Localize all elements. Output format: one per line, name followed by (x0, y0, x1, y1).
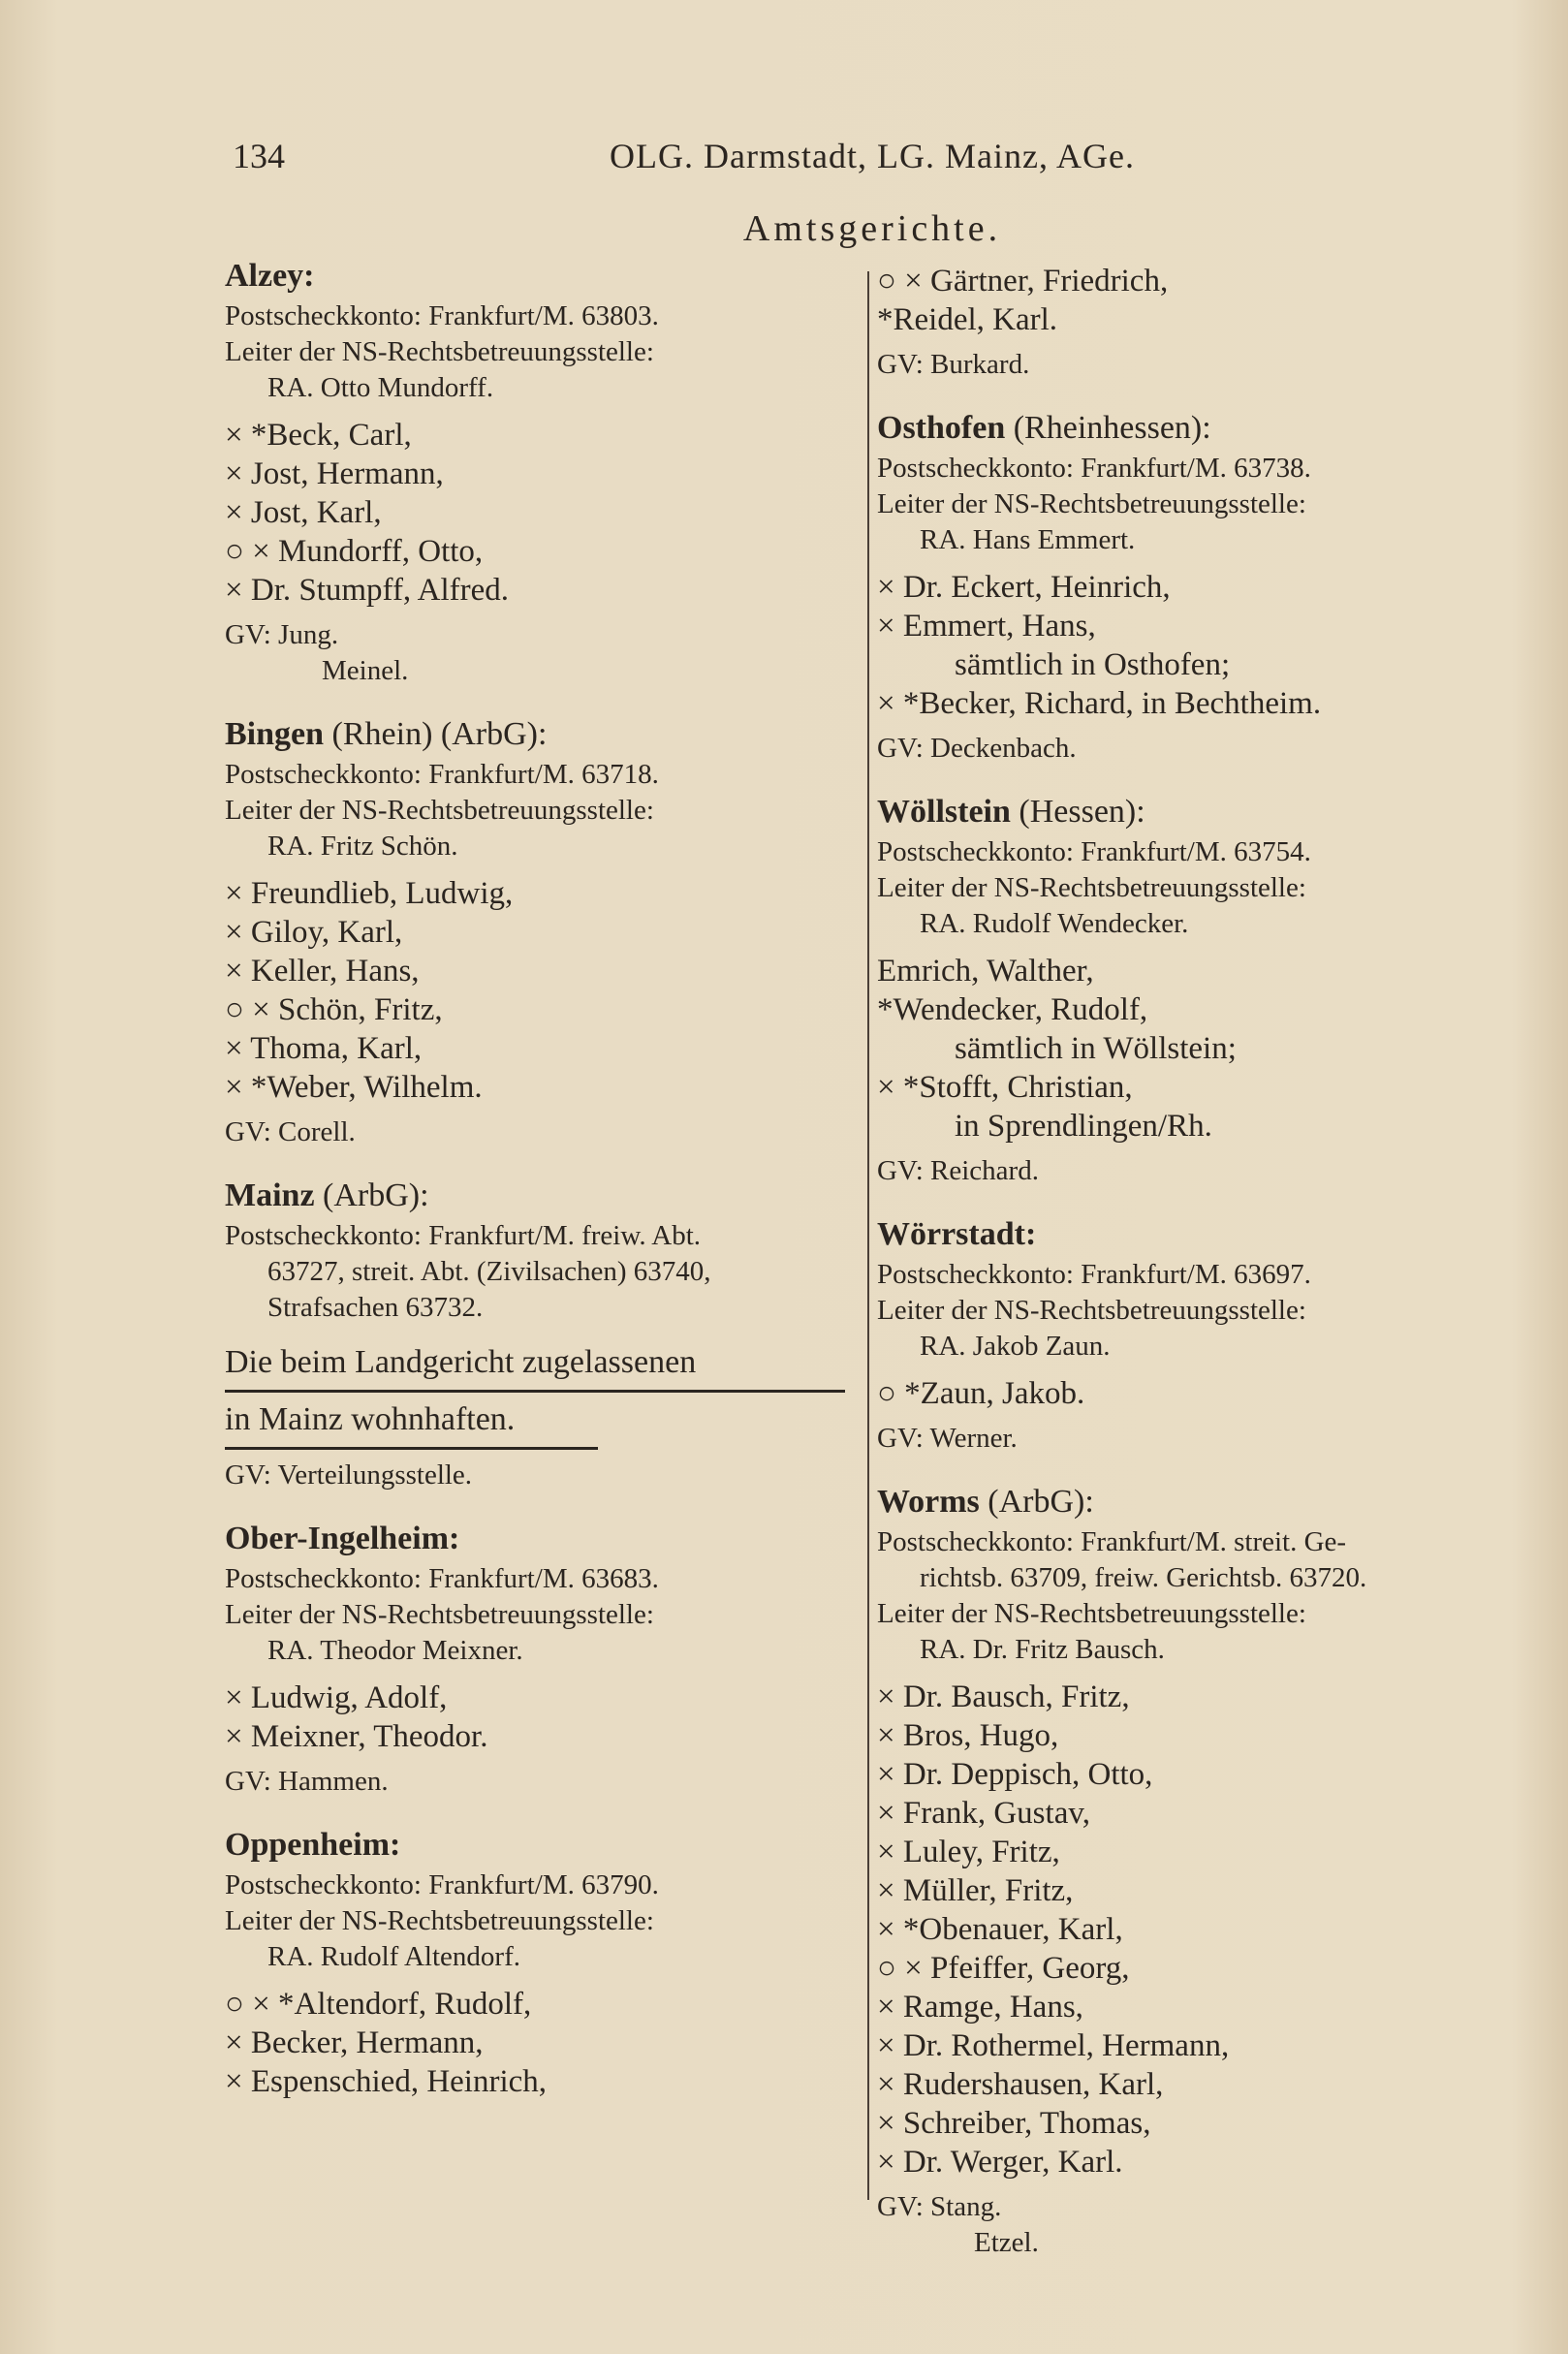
lawyer-entry: × Dr. Werger, Karl. (877, 2145, 1123, 2180)
lawyer-entry: Emrich, Walther, (877, 954, 1094, 989)
lawyer-entry: ○ × *Altendorf, Rudolf, (225, 1987, 532, 2022)
bailiff-line: GV: Werner. (877, 1423, 1018, 1454)
court-name: Alzey: (225, 258, 315, 294)
court-heading-suffix: (ArbG): (314, 1177, 429, 1213)
running-title: OLG. Darmstadt, LG. Mainz, AGe. (610, 137, 1135, 175)
court-section (877, 790, 1507, 1189)
info-line: Leiter der NS-Rechtsbetreuungsstelle: (877, 872, 1306, 903)
lawyer-entry: ○ *Zaun, Jakob. (877, 1376, 1085, 1411)
court-name: Ober-Ingelheim: (225, 1521, 460, 1556)
court-heading (225, 1517, 855, 1561)
info-line: RA. Otto Mundorff. (267, 372, 494, 403)
court-heading-suffix: (Rheinhessen): (1005, 410, 1211, 446)
court-name: Wöllstein (877, 794, 1011, 830)
info-line: Postscheckkonto: Frankfurt/M. 63738. (877, 453, 1311, 484)
court-name: Mainz (225, 1177, 315, 1213)
info-line: RA. Jakob Zaun. (920, 1331, 1111, 1362)
court-name: Wörrstadt: (877, 1216, 1037, 1252)
court-section (877, 1480, 1507, 2261)
info-line: Leiter der NS-Rechtsbetreuungsstelle: (225, 1905, 654, 1936)
info-line: Postscheckkonto: Frankfurt/M. 63697. (877, 1259, 1311, 1290)
lawyer-entry: × Luley, Fritz, (877, 1835, 1060, 1869)
info-line: Leiter der NS-Rechtsbetreuungsstelle: (877, 1598, 1306, 1629)
lawyer-entry: × Rudershausen, Karl, (877, 2067, 1164, 2102)
court-heading (225, 254, 855, 298)
info-line: RA. Dr. Fritz Bausch. (920, 1634, 1165, 1665)
lawyer-entry: ○ × Mundorff, Otto, (225, 534, 484, 569)
lawyer-entry: × Dr. Eckert, Heinrich, (877, 570, 1171, 605)
bailiff-line: Etzel. (974, 2227, 1039, 2258)
court-heading (225, 712, 855, 757)
lawyer-entry: × *Weber, Wilhelm. (225, 1070, 483, 1105)
info-line: Leiter der NS-Rechtsbetreuungsstelle: (225, 336, 654, 367)
court-heading (877, 1212, 1507, 1257)
court-section (225, 712, 855, 1150)
info-line: Leiter der NS-Rechtsbetreuungsstelle: (877, 1295, 1306, 1326)
info-line: Postscheckkonto: Frankfurt/M. 63718. (225, 759, 659, 790)
lawyer-entry: × *Stofft, Christian, (877, 1070, 1133, 1105)
court-name: Oppenheim: (225, 1827, 401, 1863)
info-line: Postscheckkonto: Frankfurt/M. freiw. Abt. (225, 1220, 702, 1251)
court-section (877, 262, 1507, 383)
lawyer-entry: × Thoma, Karl, (225, 1031, 423, 1066)
lawyer-entry: sämtlich in Osthofen; (955, 647, 1231, 682)
bailiff-line: GV: Verteilungsstelle. (225, 1459, 473, 1491)
lawyer-entry: × Jost, Karl, (225, 495, 382, 530)
bailiff-line: GV: Reichard. (877, 1155, 1039, 1186)
lawyer-entry: × *Becker, Richard, in Bechtheim. (877, 686, 1322, 721)
info-line: Leiter der NS-Rechtsbetreuungsstelle: (225, 1599, 654, 1630)
lawyer-entry: × Schreiber, Thomas, (877, 2106, 1151, 2141)
info-line: RA. Fritz Schön. (267, 831, 458, 862)
lawyer-entry: × Freundlieb, Ludwig, (225, 876, 514, 911)
lawyer-entry: × Dr. Deppisch, Otto, (877, 1757, 1153, 1792)
info-line: Postscheckkonto: Frankfurt/M. 63683. (225, 1563, 659, 1594)
lawyer-entry: × Jost, Hermann, (225, 456, 444, 491)
bailiff-line: GV: Corell. (225, 1116, 356, 1147)
lawyer-entry: × Bros, Hugo, (877, 1718, 1059, 1753)
lawyer-entry: × Espenschied, Heinrich, (225, 2064, 548, 2099)
info-line: RA. Rudolf Altendorf. (267, 1941, 520, 1972)
left-column (225, 254, 855, 2124)
info-line: Leiter der NS-Rechtsbetreuungsstelle: (225, 795, 654, 826)
court-heading-suffix: (Hessen): (1010, 794, 1145, 830)
court-heading (877, 406, 1507, 451)
court-heading (877, 790, 1507, 834)
court-section (225, 1823, 855, 2101)
lawyer-entry: *Wendecker, Rudolf, (877, 992, 1148, 1027)
lawyer-entry: × *Obenauer, Karl, (877, 1912, 1123, 1947)
info-line: RA. Hans Emmert. (920, 524, 1136, 555)
lawyer-entry: × Dr. Rothermel, Hermann, (877, 2028, 1230, 2063)
lawyer-entry: × Frank, Gustav, (877, 1796, 1090, 1831)
court-heading-suffix: (ArbG): (979, 1484, 1094, 1520)
lawyer-entry: × Keller, Hans, (225, 954, 420, 989)
info-line: Leiter der NS-Rechtsbetreuungsstelle: (877, 488, 1306, 519)
lawyer-entry: × Ludwig, Adolf, (225, 1680, 448, 1715)
court-section (877, 1212, 1507, 1457)
lawyer-entry: ○ × Schön, Fritz, (225, 992, 443, 1027)
page-number: 134 (233, 137, 285, 175)
lawyer-entry: × Dr. Bausch, Fritz, (877, 1679, 1130, 1714)
court-name: Bingen (225, 716, 325, 752)
bailiff-line: GV: Stang. (877, 2191, 1002, 2222)
lawyer-entry: *Reidel, Karl. (877, 302, 1058, 337)
court-section (225, 1174, 855, 1493)
court-section (225, 1517, 855, 1800)
right-column (877, 262, 1507, 2284)
lawyer-entry: ○ × Pfeiffer, Georg, (877, 1951, 1130, 1986)
info-line: Postscheckkonto: Frankfurt/M. 63754. (877, 836, 1311, 867)
info-line: Die beim Landgericht zugelassenen (225, 1335, 845, 1393)
lawyer-entry: ○ × Gärtner, Friedrich, (877, 264, 1169, 298)
bailiff-line: GV: Hammen. (225, 1766, 389, 1797)
court-section (877, 406, 1507, 767)
info-line: richtsb. 63709, freiw. Gerichtsb. 63720. (920, 1562, 1367, 1593)
court-heading (225, 1823, 855, 1868)
lawyer-entry: × *Beck, Carl, (225, 418, 412, 453)
lawyer-entry: × Dr. Stumpff, Alfred. (225, 573, 509, 608)
court-heading-suffix: (Rhein) (ArbG): (324, 716, 548, 752)
info-line: Postscheckkonto: Frankfurt/M. 63790. (225, 1869, 659, 1900)
info-line: RA. Theodor Meixner. (267, 1635, 523, 1666)
lawyer-entry: sämtlich in Wöllstein; (955, 1031, 1237, 1066)
lawyer-entry: × Ramge, Hans, (877, 1990, 1083, 2024)
info-line: Postscheckkonto: Frankfurt/M. 63803. (225, 300, 659, 331)
bailiff-line: Meinel. (322, 655, 409, 686)
court-name: Osthofen (877, 410, 1006, 446)
court-section (225, 254, 855, 689)
court-heading (225, 1174, 855, 1218)
info-line: Postscheckkonto: Frankfurt/M. streit. Ge- (877, 1526, 1347, 1557)
section-title: Amtsgerichte. (742, 208, 1002, 249)
lawyer-entry: × Müller, Fritz, (877, 1873, 1074, 1908)
column-divider (867, 271, 869, 2200)
lawyer-entry: in Sprendlingen/Rh. (955, 1109, 1212, 1144)
info-line: RA. Rudolf Wendecker. (920, 908, 1189, 939)
lawyer-entry: × Meixner, Theodor. (225, 1719, 488, 1754)
lawyer-entry: × Emmert, Hans, (877, 609, 1096, 643)
info-line: 63727, streit. Abt. (Zivilsachen) 63740, (267, 1256, 711, 1287)
court-heading (877, 1480, 1507, 1524)
bailiff-line: GV: Jung. (225, 619, 339, 650)
bailiff-line: GV: Burkard. (877, 349, 1030, 380)
info-line: in Mainz wohnhaften. (225, 1393, 598, 1450)
info-line: Strafsachen 63732. (267, 1292, 484, 1323)
bailiff-line: GV: Deckenbach. (877, 733, 1077, 764)
lawyer-entry: × Giloy, Karl, (225, 915, 403, 950)
court-name: Worms (877, 1484, 980, 1520)
lawyer-entry: × Becker, Hermann, (225, 2025, 484, 2060)
